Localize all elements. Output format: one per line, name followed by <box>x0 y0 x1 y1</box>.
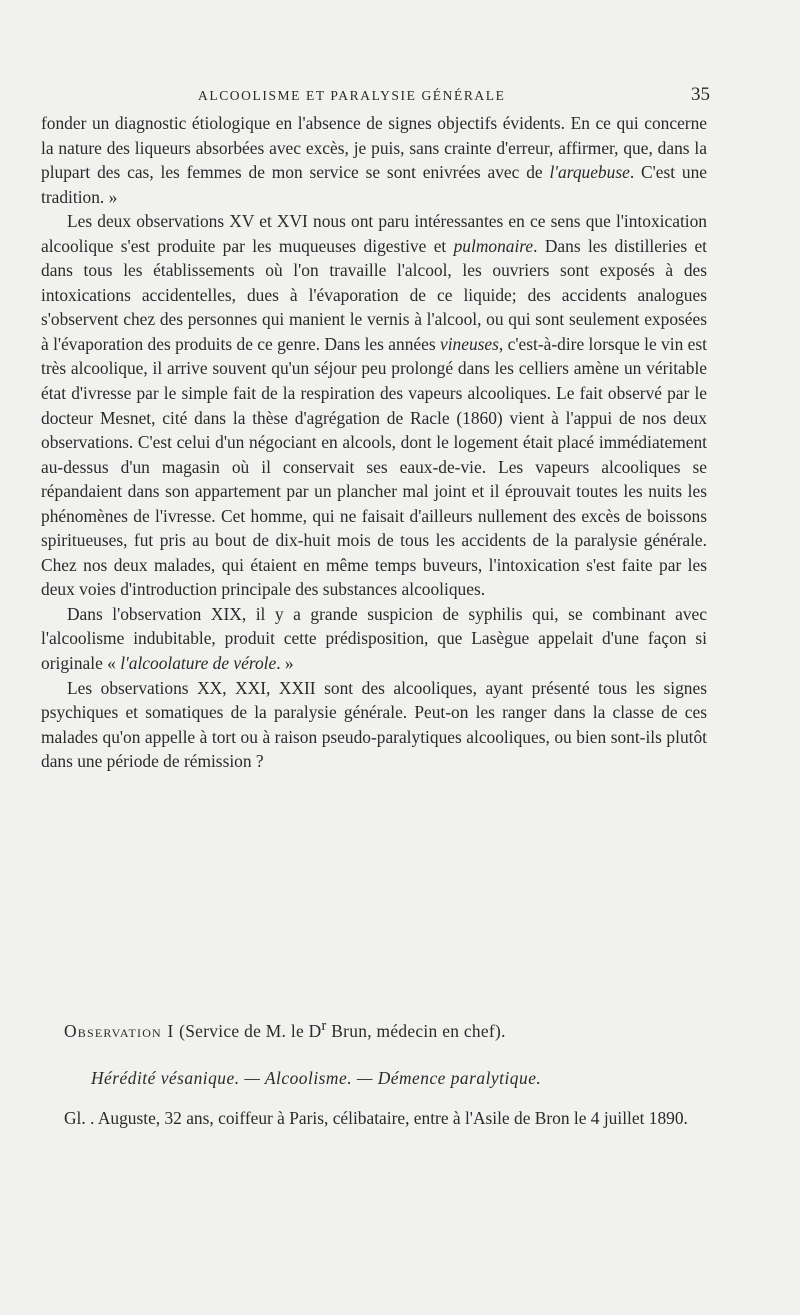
observation-heading <box>41 1014 707 1043</box>
italic-term: l'alcoolature de vérole <box>120 653 277 674</box>
text-run: . Dans les distilleries et dans tous les établissements où l'on travaille l'alcool, les ouvriers sont exposés à des intoxications accidentelles, dues à l'évaporation de ce liquide; des accidents analogues s'observent chez des personnes qui manient le vernis à l'alcool, ou qui sont seulement exposées à l'évaporation des produits de ce genre. Dans les années <box>41 235 707 354</box>
running-title: ALCOOLISME ET PARALYSIE GÉNÉRALE <box>198 88 506 103</box>
text-run: fonder un diagnostic étiologique en l'absence de signes objectifs évidents. En ce qui concerne la nature des liqueurs absorbées avec excès, je puis, sans crainte d'erreur, affirmer, que, dans la plupart des cas, les femmes de mon service se sont enivrées avec de <box>41 113 707 183</box>
superscript: r <box>321 1018 327 1034</box>
italic-term: l'arquebuse <box>549 162 630 183</box>
observation-subtitle: Hérédité vésanique. — Alcoolisme. — Démence paralytique. <box>91 1068 542 1088</box>
body-text <box>41 111 707 774</box>
observation-label: Observation I <box>64 1020 175 1041</box>
paragraph-observations-xv-xvi <box>41 209 707 602</box>
running-header <box>168 84 710 108</box>
paragraph-observations-xx-xxii: Les observations XX, XXI, XXII sont des alcooliques, ayant présenté tous les signes psychiques et somatiques de la paralysie générale. Peut-on les ranger dans la classe de ces malades qu'on appelle à tort ou à raison pseudo-paralytiques alcooliques, ou bien sont-ils plutôt dans une période de rémission ? <box>41 677 707 772</box>
case-text: Gl. . Auguste, 32 ans, coiffeur à Paris, célibataire, entre à l'Asile de Bron le 4 juillet 1890. <box>64 1108 688 1128</box>
italic-term: vineuses <box>440 333 499 354</box>
text-run: Les deux observations XV et XVI nous ont paru intéressantes en ce sens que l'intoxication alcoolique s'est produite par les muqueuses digestive et <box>41 211 707 256</box>
text-run: (Service de M. le D <box>174 1020 322 1041</box>
text-run: Dans l'observation XIX, il y a grande suspicion de syphilis qui, se combinant avec l'alcoolisme indubitable, produit cette prédisposition, que Lasègue appelait d'une façon si originale « <box>41 603 707 674</box>
page-number: 35 <box>691 84 710 105</box>
paragraph-continuation <box>41 111 707 209</box>
text-run: , c'est-à-dire lorsque le vin est très alcoolique, il arrive souvent qu'un séjour peu prolongé dans les celliers amène un véritable état d'ivresse par le simple fait de la respiration des vapeurs alcooliques. Le fait observé par le docteur Mesnet, cité dans la thèse d'agrégation de Racle (1860) vient à l'appui de nos deux observations. C'est celui d'un négociant en alcools, dont le logement était placé immédiatement au-dessus d'un magasin où il conservait ses eaux-de-vie. Les vapeurs alcooliques se répandaient dans son appartement par un plancher mal joint et il éprouvait toutes les nuits les phénomènes de l'ivresse. Cet homme, qui ne faisait d'ailleurs nullement des excès de boissons spiritueuses, fut pris au bout de dix-huit mois de tous les accidents de la paralysie générale. Chez nos deux malades, qui étaient en même temps buveurs, l'intoxication s'est faite par les deux voies d'introduction principale des substances alcooliques. <box>41 333 707 600</box>
italic-term: pulmonaire <box>453 235 534 256</box>
paragraph-observation-xix <box>41 602 707 676</box>
text-run: Brun, médecin en chef). <box>326 1020 506 1041</box>
text-run: . C'est une tradition. » <box>41 162 707 207</box>
text-run: . » <box>276 653 294 674</box>
